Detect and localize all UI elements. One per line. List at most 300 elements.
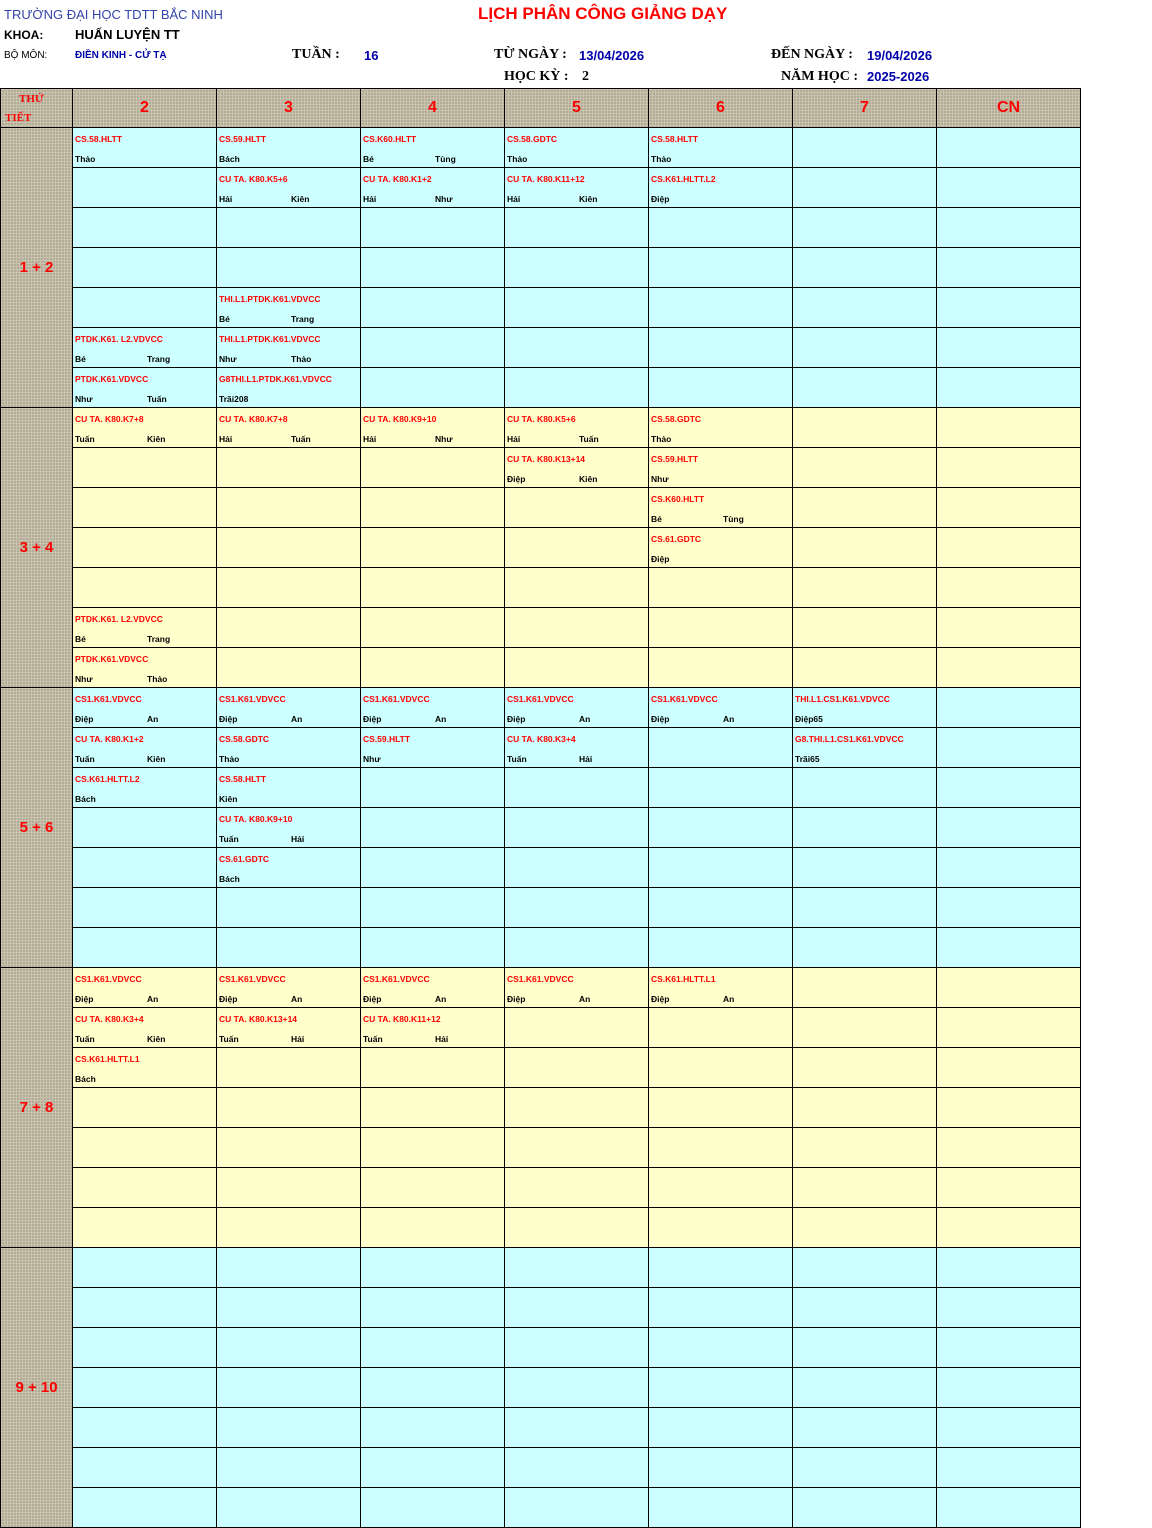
schedule-cell[interactable] xyxy=(793,448,937,488)
schedule-cell[interactable] xyxy=(361,128,505,168)
schedule-cell[interactable] xyxy=(793,488,937,528)
class-code: CS.59.HLTT xyxy=(651,454,699,464)
schedule-cell[interactable] xyxy=(793,208,937,248)
schedule-cell[interactable] xyxy=(73,248,217,288)
schedule-row xyxy=(1,888,1081,928)
schedule-cell[interactable] xyxy=(217,1208,361,1248)
schedule-cell[interactable] xyxy=(505,688,649,728)
schedule-cell[interactable] xyxy=(793,1328,937,1368)
schedule-cell[interactable] xyxy=(937,1408,1081,1448)
schedule-cell[interactable] xyxy=(73,568,217,608)
schedule-cell[interactable] xyxy=(793,808,937,848)
schedule-cell[interactable] xyxy=(937,688,1081,728)
schedule-cell[interactable] xyxy=(937,368,1081,408)
schedule-cell[interactable] xyxy=(217,1288,361,1328)
schedule-cell[interactable] xyxy=(937,1488,1081,1528)
schedule-cell[interactable] xyxy=(73,968,217,1008)
day-header: 2 xyxy=(73,89,217,128)
schedule-cell[interactable] xyxy=(361,1208,505,1248)
schedule-cell[interactable] xyxy=(937,1008,1081,1048)
teacher-name: Điệp xyxy=(651,994,670,1004)
schedule-cell[interactable] xyxy=(361,1448,505,1488)
schedule-cell[interactable] xyxy=(649,448,793,488)
period-label: 5 + 6 xyxy=(1,688,73,968)
schedule-cell[interactable] xyxy=(505,128,649,168)
schedule-cell[interactable] xyxy=(361,1048,505,1088)
schedule-cell[interactable] xyxy=(217,1088,361,1128)
schedule-cell[interactable] xyxy=(649,968,793,1008)
class-code: CS.K61.HLTT.L1 xyxy=(651,974,716,984)
schedule-cell[interactable] xyxy=(73,928,217,968)
schedule-cell[interactable] xyxy=(361,808,505,848)
schedule-cell[interactable] xyxy=(361,1088,505,1128)
schedule-cell[interactable] xyxy=(937,728,1081,768)
schedule-cell[interactable] xyxy=(73,888,217,928)
schedule-cell[interactable] xyxy=(649,1008,793,1048)
schedule-cell[interactable] xyxy=(649,288,793,328)
schedule-cell[interactable] xyxy=(649,1328,793,1368)
schedule-cell[interactable] xyxy=(217,888,361,928)
schedule-cell[interactable] xyxy=(217,608,361,648)
schedule-cell[interactable] xyxy=(361,208,505,248)
schedule-cell[interactable] xyxy=(217,1168,361,1208)
schedule-cell[interactable] xyxy=(505,808,649,848)
teacher-name: Thảo xyxy=(651,154,672,164)
schedule-cell[interactable] xyxy=(361,368,505,408)
schedule-cell[interactable] xyxy=(73,1248,217,1288)
schedule-cell[interactable] xyxy=(793,1168,937,1208)
teacher-name: Điệp xyxy=(651,194,670,204)
schedule-cell[interactable] xyxy=(649,1488,793,1528)
schedule-cell[interactable] xyxy=(793,1048,937,1088)
schedule-cell[interactable] xyxy=(73,368,217,408)
schedule-cell[interactable] xyxy=(937,1048,1081,1088)
schedule-cell[interactable] xyxy=(217,1008,361,1048)
schedule-cell[interactable] xyxy=(361,688,505,728)
schedule-cell[interactable] xyxy=(361,408,505,448)
schedule-cell[interactable] xyxy=(73,288,217,328)
schedule-cell[interactable] xyxy=(793,568,937,608)
schedule-cell[interactable] xyxy=(793,168,937,208)
schedule-cell[interactable] xyxy=(73,408,217,448)
schedule-cell[interactable] xyxy=(937,608,1081,648)
schedule-cell[interactable] xyxy=(649,128,793,168)
schedule-row xyxy=(1,848,1081,888)
schedule-cell[interactable] xyxy=(505,968,649,1008)
schedule-cell[interactable] xyxy=(361,1328,505,1368)
schedule-cell[interactable] xyxy=(793,1088,937,1128)
schedule-cell[interactable] xyxy=(217,488,361,528)
teacher-name: An xyxy=(291,994,303,1004)
schedule-cell[interactable] xyxy=(649,888,793,928)
schedule-cell[interactable] xyxy=(793,1008,937,1048)
schedule-cell[interactable] xyxy=(73,648,217,688)
schedule-cell[interactable] xyxy=(217,1128,361,1168)
schedule-cell[interactable] xyxy=(361,288,505,328)
schedule-cell[interactable] xyxy=(793,248,937,288)
schedule-cell[interactable] xyxy=(217,208,361,248)
schedule-cell[interactable] xyxy=(793,848,937,888)
schedule-cell[interactable] xyxy=(937,1368,1081,1408)
schedule-cell[interactable] xyxy=(505,1288,649,1328)
schedule-cell[interactable] xyxy=(361,488,505,528)
schedule-cell[interactable] xyxy=(217,968,361,1008)
schedule-cell[interactable] xyxy=(505,528,649,568)
denngay-label: ĐẾN NGÀY : xyxy=(771,47,853,62)
schedule-cell[interactable] xyxy=(217,408,361,448)
schedule-cell[interactable] xyxy=(361,1368,505,1408)
schedule-cell[interactable] xyxy=(649,648,793,688)
schedule-cell[interactable] xyxy=(937,928,1081,968)
schedule-cell[interactable] xyxy=(937,528,1081,568)
schedule-cell[interactable] xyxy=(505,408,649,448)
schedule-cell[interactable] xyxy=(649,1048,793,1088)
schedule-cell[interactable] xyxy=(793,688,937,728)
schedule-cell[interactable] xyxy=(937,448,1081,488)
schedule-cell[interactable] xyxy=(217,728,361,768)
schedule-cell[interactable] xyxy=(793,608,937,648)
schedule-cell[interactable] xyxy=(217,168,361,208)
schedule-cell[interactable] xyxy=(217,1488,361,1528)
schedule-cell[interactable] xyxy=(937,1168,1081,1208)
schedule-cell[interactable] xyxy=(73,1448,217,1488)
teacher-name: Kiên xyxy=(579,474,598,484)
schedule-cell[interactable] xyxy=(505,1488,649,1528)
schedule-cell[interactable] xyxy=(217,648,361,688)
schedule-cell[interactable] xyxy=(649,848,793,888)
class-code: CU TA. K80.K13+14 xyxy=(219,1014,298,1024)
schedule-cell[interactable] xyxy=(505,1128,649,1168)
schedule-cell[interactable] xyxy=(73,688,217,728)
class-code: CU TA. K80.K1+2 xyxy=(75,734,144,744)
schedule-cell[interactable] xyxy=(73,728,217,768)
schedule-cell[interactable] xyxy=(793,288,937,328)
schedule-cell[interactable] xyxy=(937,1288,1081,1328)
schedule-cell[interactable] xyxy=(361,328,505,368)
schedule-cell[interactable] xyxy=(793,1368,937,1408)
class-code: CS.59.HLTT xyxy=(219,134,267,144)
schedule-cell[interactable] xyxy=(73,128,217,168)
schedule-cell[interactable] xyxy=(505,888,649,928)
teacher-name: Tuấn xyxy=(147,394,167,404)
schedule-cell[interactable] xyxy=(73,528,217,568)
schedule-cell[interactable] xyxy=(361,728,505,768)
schedule-cell[interactable] xyxy=(505,1328,649,1368)
schedule-cell[interactable] xyxy=(505,728,649,768)
schedule-cell[interactable] xyxy=(73,168,217,208)
schedule-cell[interactable] xyxy=(649,248,793,288)
schedule-cell[interactable] xyxy=(505,1168,649,1208)
schedule-cell[interactable] xyxy=(937,1448,1081,1488)
teacher-name: Như xyxy=(219,354,237,364)
schedule-cell[interactable] xyxy=(649,768,793,808)
day-header: 3 xyxy=(217,89,361,128)
schedule-cell[interactable] xyxy=(505,1248,649,1288)
schedule-cell[interactable] xyxy=(505,848,649,888)
schedule-cell[interactable] xyxy=(505,1408,649,1448)
class-code: CU TA. K80.K9+10 xyxy=(219,814,293,824)
schedule-cell[interactable] xyxy=(361,1128,505,1168)
schedule-cell[interactable] xyxy=(937,1088,1081,1128)
schedule-cell[interactable] xyxy=(793,928,937,968)
schedule-cell[interactable] xyxy=(217,128,361,168)
schedule-cell[interactable] xyxy=(649,1208,793,1248)
schedule-cell[interactable] xyxy=(361,568,505,608)
schedule-cell[interactable] xyxy=(73,848,217,888)
teacher-name: Bách xyxy=(219,154,240,164)
schedule-cell[interactable] xyxy=(505,1008,649,1048)
schedule-cell[interactable] xyxy=(505,1048,649,1088)
teacher-name: Như xyxy=(363,754,381,764)
schedule-cell[interactable] xyxy=(937,968,1081,1008)
schedule-cell[interactable] xyxy=(217,848,361,888)
schedule-cell[interactable] xyxy=(217,368,361,408)
teacher-name: Tuấn xyxy=(75,1034,95,1044)
schedule-cell[interactable] xyxy=(73,1088,217,1128)
schedule-cell[interactable] xyxy=(73,1168,217,1208)
schedule-cell[interactable] xyxy=(649,688,793,728)
schedule-cell[interactable] xyxy=(217,328,361,368)
schedule-cell[interactable] xyxy=(361,968,505,1008)
schedule-cell[interactable] xyxy=(649,408,793,448)
schedule-cell[interactable] xyxy=(217,1448,361,1488)
schedule-cell[interactable] xyxy=(361,528,505,568)
schedule-cell[interactable] xyxy=(793,528,937,568)
schedule-cell[interactable] xyxy=(73,1128,217,1168)
schedule-cell[interactable] xyxy=(361,1248,505,1288)
khoa-value: HUẤN LUYỆN TT xyxy=(75,27,180,42)
class-code: CS.61.GDTC xyxy=(219,854,270,864)
schedule-cell[interactable] xyxy=(793,1248,937,1288)
teacher-name: Tuấn xyxy=(219,834,239,844)
teacher-name: Điệp xyxy=(363,714,382,724)
schedule-table xyxy=(0,88,1081,1528)
schedule-row xyxy=(1,488,1081,528)
schedule-cell[interactable] xyxy=(793,1448,937,1488)
schedule-cell[interactable] xyxy=(793,968,937,1008)
schedule-cell[interactable] xyxy=(649,608,793,648)
schedule-cell[interactable] xyxy=(361,1168,505,1208)
schedule-cell[interactable] xyxy=(73,1328,217,1368)
schedule-cell[interactable] xyxy=(505,928,649,968)
schedule-cell[interactable] xyxy=(73,1368,217,1408)
teacher-name: Thảo xyxy=(651,434,672,444)
schedule-cell[interactable] xyxy=(217,568,361,608)
schedule-cell[interactable] xyxy=(505,1088,649,1128)
schedule-cell[interactable] xyxy=(649,1248,793,1288)
schedule-cell[interactable] xyxy=(793,1208,937,1248)
schedule-cell[interactable] xyxy=(649,728,793,768)
schedule-cell[interactable] xyxy=(361,648,505,688)
schedule-cell[interactable] xyxy=(505,328,649,368)
schedule-cell[interactable] xyxy=(649,168,793,208)
teacher-name: Trang xyxy=(291,314,315,324)
schedule-cell[interactable] xyxy=(937,808,1081,848)
teacher-name: Như xyxy=(435,194,453,204)
schedule-cell[interactable] xyxy=(217,1048,361,1088)
schedule-cell[interactable] xyxy=(793,1128,937,1168)
schedule-cell[interactable] xyxy=(73,1008,217,1048)
schedule-cell[interactable] xyxy=(505,768,649,808)
schedule-cell[interactable] xyxy=(937,1208,1081,1248)
schedule-cell[interactable] xyxy=(793,768,937,808)
schedule-cell[interactable] xyxy=(505,208,649,248)
schedule-cell[interactable] xyxy=(793,648,937,688)
schedule-cell[interactable] xyxy=(73,608,217,648)
schedule-cell[interactable] xyxy=(505,1368,649,1408)
schedule-cell[interactable] xyxy=(217,768,361,808)
teacher-name: An xyxy=(579,994,591,1004)
schedule-cell[interactable] xyxy=(793,408,937,448)
schedule-cell[interactable] xyxy=(505,488,649,528)
schedule-cell[interactable] xyxy=(937,1328,1081,1368)
schedule-cell[interactable] xyxy=(937,1248,1081,1288)
class-code: G8THI.L1.PTDK.K61.VDVCC xyxy=(219,374,332,384)
khoa-label: KHOA: xyxy=(4,28,44,42)
schedule-row xyxy=(1,168,1081,208)
schedule-cell[interactable] xyxy=(649,208,793,248)
schedule-cell[interactable] xyxy=(649,528,793,568)
schedule-cell[interactable] xyxy=(649,488,793,528)
schedule-cell[interactable] xyxy=(217,1248,361,1288)
schedule-cell[interactable] xyxy=(361,608,505,648)
schedule-cell[interactable] xyxy=(361,1288,505,1328)
class-code: CS1.K61.VDVCC xyxy=(219,694,286,704)
schedule-cell[interactable] xyxy=(361,888,505,928)
schedule-cell[interactable] xyxy=(937,288,1081,328)
schedule-cell[interactable] xyxy=(649,808,793,848)
schedule-cell[interactable] xyxy=(649,1368,793,1408)
schedule-cell[interactable] xyxy=(217,248,361,288)
teacher-name: Tuấn xyxy=(363,1034,383,1044)
schedule-cell[interactable] xyxy=(217,1328,361,1368)
schedule-cell[interactable] xyxy=(73,808,217,848)
schedule-cell[interactable] xyxy=(649,928,793,968)
period-label: 1 + 2 xyxy=(1,128,73,408)
schedule-cell[interactable] xyxy=(649,1448,793,1488)
schedule-cell[interactable] xyxy=(649,1128,793,1168)
schedule-cell[interactable] xyxy=(73,448,217,488)
teacher-name: Thảo xyxy=(147,674,168,684)
schedule-cell[interactable] xyxy=(73,328,217,368)
schedule-cell[interactable] xyxy=(505,448,649,488)
schedule-cell[interactable] xyxy=(649,1288,793,1328)
schedule-cell[interactable] xyxy=(73,488,217,528)
schedule-cell[interactable] xyxy=(505,248,649,288)
day-header: 4 xyxy=(361,89,505,128)
schedule-cell[interactable] xyxy=(361,168,505,208)
schedule-cell[interactable] xyxy=(937,648,1081,688)
schedule-cell[interactable] xyxy=(937,248,1081,288)
class-code: CS1.K61.VDVCC xyxy=(219,974,286,984)
teacher-name: Trang xyxy=(147,354,171,364)
schedule-cell[interactable] xyxy=(361,248,505,288)
schedule-row xyxy=(1,288,1081,328)
schedule-cell[interactable] xyxy=(73,1048,217,1088)
schedule-cell[interactable] xyxy=(505,288,649,328)
teacher-name: Kiên xyxy=(147,754,166,764)
schedule-cell[interactable] xyxy=(649,1088,793,1128)
schedule-cell[interactable] xyxy=(937,488,1081,528)
schedule-cell[interactable] xyxy=(73,208,217,248)
schedule-cell[interactable] xyxy=(361,928,505,968)
schedule-row xyxy=(1,528,1081,568)
schedule-cell[interactable] xyxy=(505,368,649,408)
schedule-cell[interactable] xyxy=(217,288,361,328)
schedule-cell[interactable] xyxy=(361,448,505,488)
schedule-cell[interactable] xyxy=(217,1408,361,1448)
schedule-cell[interactable] xyxy=(793,1488,937,1528)
teacher-name: Tuấn xyxy=(75,754,95,764)
schedule-row xyxy=(1,968,1081,1008)
teacher-name: An xyxy=(147,994,159,1004)
schedule-cell[interactable] xyxy=(217,448,361,488)
schedule-row xyxy=(1,248,1081,288)
period-label: 7 + 8 xyxy=(1,968,73,1248)
schedule-cell[interactable] xyxy=(937,848,1081,888)
schedule-cell[interactable] xyxy=(793,368,937,408)
schedule-cell[interactable] xyxy=(217,808,361,848)
schedule-cell[interactable] xyxy=(505,648,649,688)
schedule-cell[interactable] xyxy=(937,888,1081,928)
schedule-cell[interactable] xyxy=(361,848,505,888)
schedule-cell[interactable] xyxy=(73,768,217,808)
schedule-cell[interactable] xyxy=(361,1408,505,1448)
teacher-name: An xyxy=(435,714,447,724)
schedule-cell[interactable] xyxy=(793,128,937,168)
teacher-name: Hải xyxy=(219,434,233,444)
schedule-cell[interactable] xyxy=(73,1208,217,1248)
teacher-name: Như xyxy=(435,434,453,444)
schedule-cell[interactable] xyxy=(73,1488,217,1528)
schedule-cell[interactable] xyxy=(937,128,1081,168)
schedule-cell[interactable] xyxy=(793,888,937,928)
schedule-cell[interactable] xyxy=(793,328,937,368)
schedule-cell[interactable] xyxy=(361,1488,505,1528)
schedule-cell[interactable] xyxy=(937,208,1081,248)
schedule-cell[interactable] xyxy=(937,328,1081,368)
schedule-cell[interactable] xyxy=(217,688,361,728)
schedule-cell[interactable] xyxy=(361,1008,505,1048)
schedule-cell[interactable] xyxy=(73,1288,217,1328)
schedule-cell[interactable] xyxy=(649,1168,793,1208)
schedule-cell[interactable] xyxy=(73,1408,217,1448)
schedule-cell[interactable] xyxy=(505,1448,649,1488)
schedule-cell[interactable] xyxy=(937,168,1081,208)
schedule-cell[interactable] xyxy=(217,528,361,568)
schedule-cell[interactable] xyxy=(361,768,505,808)
schedule-cell[interactable] xyxy=(937,408,1081,448)
schedule-cell[interactable] xyxy=(793,1288,937,1328)
schedule-cell[interactable] xyxy=(793,1408,937,1448)
schedule-cell[interactable] xyxy=(505,608,649,648)
schedule-cell[interactable] xyxy=(649,1408,793,1448)
schedule-cell[interactable] xyxy=(937,568,1081,608)
schedule-cell[interactable] xyxy=(649,568,793,608)
schedule-row xyxy=(1,1208,1081,1248)
schedule-cell[interactable] xyxy=(217,1368,361,1408)
schedule-cell[interactable] xyxy=(505,1208,649,1248)
schedule-cell[interactable] xyxy=(937,1128,1081,1168)
schedule-cell[interactable] xyxy=(505,568,649,608)
schedule-cell[interactable] xyxy=(649,368,793,408)
schedule-cell[interactable] xyxy=(217,928,361,968)
schedule-cell[interactable] xyxy=(937,768,1081,808)
teacher-name: Điệp xyxy=(651,714,670,724)
schedule-cell[interactable] xyxy=(505,168,649,208)
schedule-cell[interactable] xyxy=(793,728,937,768)
schedule-cell[interactable] xyxy=(649,328,793,368)
